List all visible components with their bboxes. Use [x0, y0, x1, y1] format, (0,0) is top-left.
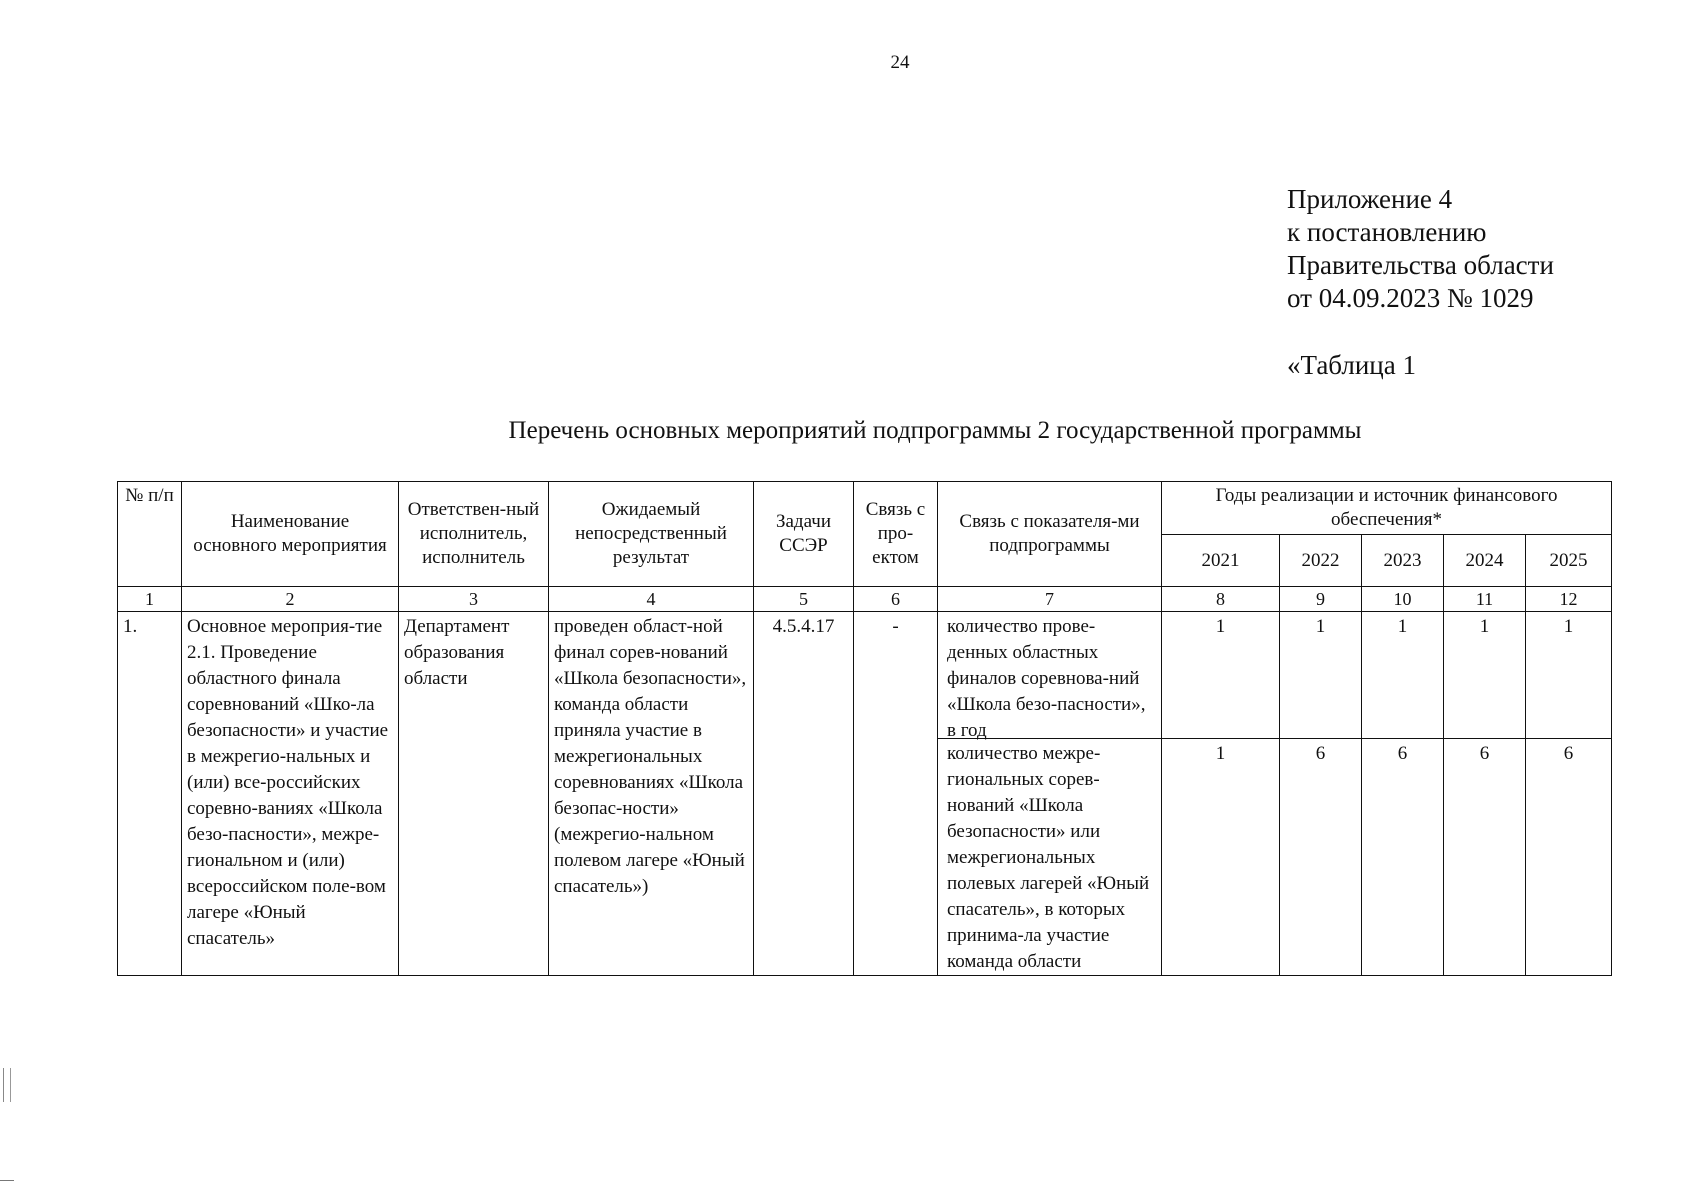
column-number: 9: [1280, 587, 1362, 612]
header-result: Ожидаемый непосредственный результат: [549, 482, 754, 587]
header-years-group: Годы реализации и источник финансового обеспечения*: [1162, 482, 1612, 535]
header-indicators: Связь с показателя-ми подпрограммы: [938, 482, 1162, 587]
appendix-line-4: от 04.09.2023 № 1029: [1287, 283, 1534, 313]
row-name: Основное мероприя-тие 2.1. Проведение областного финала соревнований «Шко-ла безопасности» и участие в межрегио-нальных и (или) все-российских соревно-ваниях «Школа безо-пасности», межре-гиональном и (или) всероссийском поле-вом лагере «Юный спасатель»: [182, 612, 399, 976]
appendix-line-2: к постановлению: [1287, 217, 1487, 247]
table-row: [118, 612, 1612, 976]
scan-artifact: [0, 1180, 14, 1181]
year-2021-values: [1162, 612, 1280, 976]
page-number: 24: [890, 52, 910, 73]
year-2022-values: [1280, 612, 1362, 976]
year-2024-values: [1444, 612, 1526, 976]
column-number: 1: [118, 587, 182, 612]
indicator-2-value: 6: [1397, 743, 1408, 764]
indicator-1-value: 1: [1280, 612, 1361, 739]
header-year-2024: 2024: [1444, 535, 1526, 587]
header-name: Наименование основного мероприятия: [182, 482, 399, 587]
row-indicators: [938, 612, 1162, 976]
indicator-2-value: 6: [1479, 743, 1490, 764]
document-title: Перечень основных мероприятий подпрограммы 2 государственной программы: [508, 417, 1362, 444]
activities-table: [117, 481, 1612, 976]
appendix-block: [1287, 183, 1554, 315]
year-2025-values: [1526, 612, 1612, 976]
column-number: 2: [182, 587, 399, 612]
row-result: проведен област-ной финал сорев-нований «Школа безопасности», команда области приняла участие в межрегиональных соревнованиях «Школа безопас-ности» (межрегио-нальном полевом лагере «Юный спасатель»): [549, 612, 754, 976]
row-executor: Департамент образования области: [399, 612, 549, 976]
header-year-2025: 2025: [1526, 535, 1612, 587]
header-num: № п/п: [118, 482, 182, 587]
indicator-2-value: 6: [1315, 743, 1326, 764]
indicator-1-value: 1: [1526, 612, 1611, 739]
header-project: Связь с про-ектом: [854, 482, 938, 587]
column-number: 8: [1162, 587, 1280, 612]
header-year-2022: 2022: [1280, 535, 1362, 587]
column-numbers-row: [118, 587, 1612, 612]
year-2023-values: [1362, 612, 1444, 976]
column-number: 7: [938, 587, 1162, 612]
column-number: 12: [1526, 587, 1612, 612]
header-year-2021: 2021: [1162, 535, 1280, 587]
indicator-1-value: 1: [1444, 612, 1525, 739]
column-number: 11: [1444, 587, 1526, 612]
header-executor: Ответствен-ный исполнитель, исполнитель: [399, 482, 549, 587]
indicator-1-value: 1: [1362, 612, 1443, 739]
appendix-line-3: Правительства области: [1287, 250, 1554, 280]
column-number: 10: [1362, 587, 1444, 612]
row-tasks: 4.5.4.17: [754, 612, 854, 976]
column-number: 5: [754, 587, 854, 612]
indicator-1-text: количество прове-денных областных финалов соревнова-ний «Школа безо-пасности», в год: [938, 612, 1161, 739]
indicator-2-value: 1: [1215, 743, 1226, 764]
row-num: 1.: [118, 612, 182, 976]
column-number: 4: [549, 587, 754, 612]
column-number: 3: [399, 587, 549, 612]
header-year-2023: 2023: [1362, 535, 1444, 587]
scan-artifact: [3, 1068, 11, 1102]
row-project: -: [854, 612, 938, 976]
indicator-2-text: количество межре-гиональных сорев-нований «Школа безопасности» или межрегиональных полевых лагерей «Юный спасатель», в которых принима-ла участие команда области: [947, 743, 1150, 972]
table-label: «Таблица 1: [1287, 350, 1416, 380]
header-tasks: Задачи ССЭР: [754, 482, 854, 587]
indicator-1-value: 1: [1162, 612, 1279, 739]
indicator-2-value: 6: [1563, 743, 1574, 764]
appendix-line-1: Приложение 4: [1287, 184, 1453, 214]
column-number: 6: [854, 587, 938, 612]
